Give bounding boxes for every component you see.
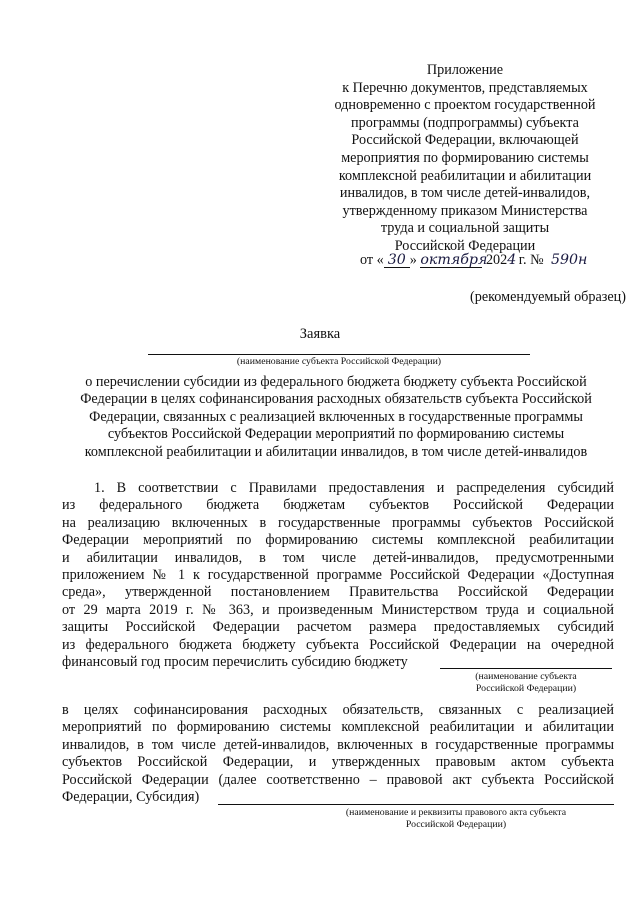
appendix-line: к Перечню документов, представляемых bbox=[342, 79, 588, 96]
caption-line: Российской Федерации) bbox=[405, 819, 507, 830]
paragraph-line: на реализацию включенных в государственные программы субъектов Российской bbox=[62, 514, 614, 531]
paragraph-line: 1. В соответствии с Правилами предоставления и распределения субсидий bbox=[94, 480, 614, 496]
appendix-line: комплексной реабилитации и абилитации bbox=[338, 167, 592, 184]
appendix-line: Российской Федерации, включающей bbox=[351, 132, 579, 149]
paragraph-1 bbox=[62, 480, 614, 671]
purpose-line: о перечислении субсидии из федерального бюджета бюджету субъекта Российской bbox=[85, 374, 587, 390]
appendix-line: мероприятия по формированию системы bbox=[341, 149, 589, 166]
appendix-line: Приложение bbox=[426, 62, 504, 78]
purpose-line: Федерации, связанных с реализацией включенных в государственные программы bbox=[89, 408, 583, 425]
purpose-line: комплексной реабилитации и абилитации инвалидов, в том числе детей-инвалидов bbox=[84, 443, 588, 460]
appendix-line: утвержденному приказом Министерства bbox=[342, 202, 588, 219]
paragraph-line: субъектов Российской Федерации, и утвержденных правовым актом субъекта bbox=[62, 754, 614, 771]
date-suffix: г. № bbox=[515, 252, 544, 268]
order-date-line bbox=[360, 252, 640, 269]
purpose-text bbox=[56, 374, 616, 461]
paragraph-line: приложением № 1 к государственной программе Российской Федерации «Доступная bbox=[62, 567, 614, 584]
date-mid: » bbox=[409, 252, 417, 268]
paragraph-line: инвалидов, в том числе детей-инвалидов, включенных в государственные программы bbox=[62, 736, 614, 753]
appendix-line: инвалидов, в том числе детей-инвалидов, bbox=[339, 185, 591, 202]
date-year-prefix: 202 bbox=[485, 252, 508, 268]
sample-note: (рекомендуемый образец) bbox=[470, 289, 626, 305]
legal-act-caption bbox=[320, 807, 592, 831]
purpose-line: субъектов Российской Федерации мероприятий по формированию системы bbox=[107, 426, 565, 443]
paragraph-line: Федерации мероприятий по формированию системы комплексной реабилитации bbox=[62, 532, 614, 549]
subject-budget-caption bbox=[440, 671, 612, 695]
subject-name-caption: (наименование субъекта Российской Федерации) bbox=[236, 356, 442, 367]
appendix-line: Российской Федерации bbox=[394, 237, 536, 254]
paragraph-line: из федерального бюджета бюджету субъекта Российской Федерации на очередной bbox=[62, 636, 614, 653]
document-title: Заявка bbox=[299, 326, 341, 342]
paragraph-line: Российской Федерации (далее соответственно – правовой акт субъекта Российской bbox=[62, 771, 614, 788]
handwritten-year-digit: 4 bbox=[507, 252, 517, 268]
appendix-line: одновременно с проектом государственной bbox=[334, 97, 596, 114]
paragraph-line: защиты Российской Федерации расчетом размера предоставляемых субсидий bbox=[62, 619, 614, 636]
paragraph-line: от 29 марта 2019 г. № 363, и произведенным Министерством труда и социальной bbox=[62, 601, 614, 618]
legal-act-line bbox=[218, 804, 614, 805]
purpose-line: Федерации в целях софинансирования расходных обязательств субъекта Российской bbox=[80, 391, 592, 408]
caption-line: Российской Федерации) bbox=[475, 683, 577, 694]
date-prefix: от « bbox=[360, 252, 384, 268]
paragraph-line: и абилитации инвалидов, в том числе детей-инвалидов, предусмотренными bbox=[62, 549, 614, 566]
paragraph-line: финансовый год просим перечислить субсидию бюджету bbox=[62, 654, 408, 671]
paragraph-line: среда», утвержденной постановлением Правительства Российской Федерации bbox=[62, 584, 614, 601]
appendix-header bbox=[300, 62, 630, 256]
handwritten-order-number: 590н bbox=[550, 252, 588, 268]
handwritten-month: октября bbox=[420, 252, 488, 268]
paragraph-line: мероприятий по формированию системы комплексной реабилитации и абилитации bbox=[62, 719, 614, 736]
paragraph-2 bbox=[62, 702, 614, 806]
handwritten-day: 30 bbox=[384, 253, 410, 268]
appendix-line: программы (подпрограммы) субъекта bbox=[351, 114, 579, 131]
subject-budget-line bbox=[440, 668, 612, 669]
caption-line: (наименование и реквизиты правового акта субъекта bbox=[345, 807, 567, 818]
paragraph-line: из федерального бюджета бюджетам субъектов Российской Федерации bbox=[62, 497, 614, 514]
subject-name-line bbox=[148, 354, 530, 355]
paragraph-line: Федерации, Субсидия) bbox=[62, 789, 200, 806]
paragraph-line: в целях софинансирования расходных обязательств, связанных с реализацией bbox=[62, 702, 614, 718]
appendix-line: труда и социальной защиты bbox=[380, 220, 550, 237]
caption-line: (наименование субъекта bbox=[475, 671, 577, 682]
